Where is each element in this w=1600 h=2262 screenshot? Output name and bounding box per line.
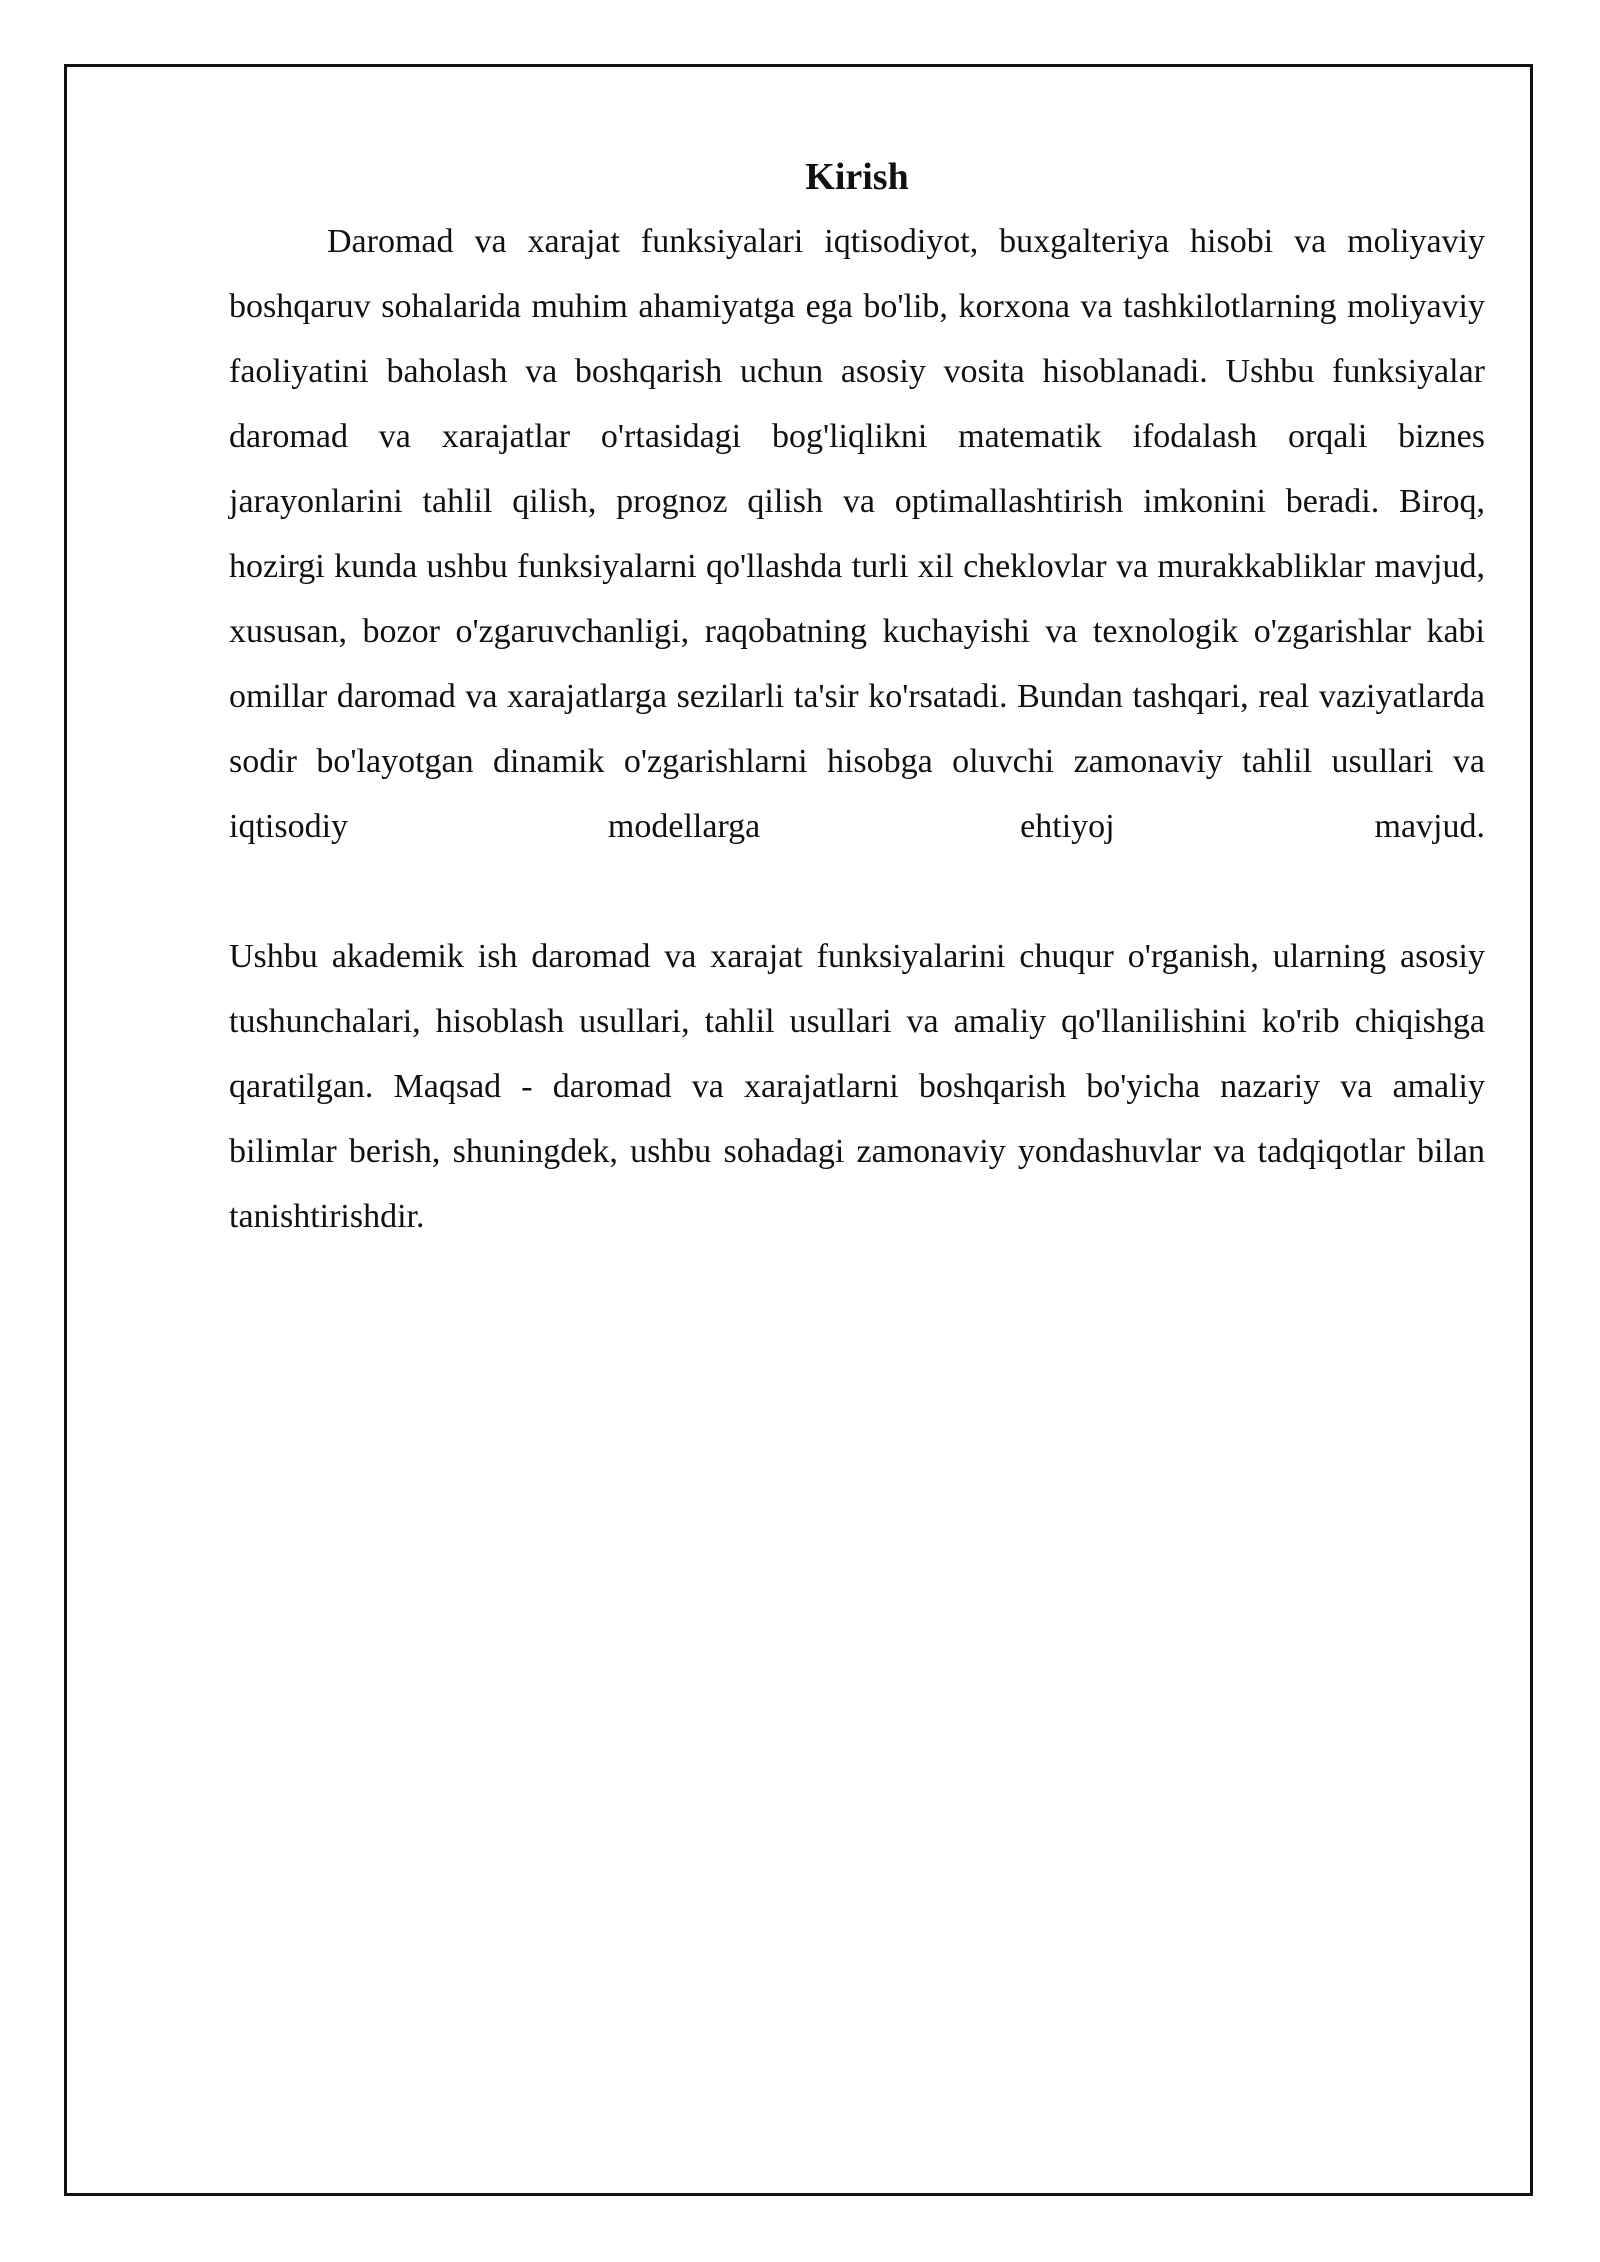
page-title: Kirish [805,156,909,198]
paragraph-spacer [229,859,1485,924]
document-body [229,145,1485,1249]
purpose-paragraph: Ushbu akademik ish daromad va xarajat funksiyalarini chuqur o'rganish, ularning asosiy tushunchalari, hisoblash usullari, tahlil usullari va amaliy qo'llanilishini ko'rib chiqishga qaratilgan. Maqsad - daromad va xarajatlarni boshqarish bo'yicha nazariy va amaliy bilimlar berish, shuningdek, ushbu sohadagi zamonaviy yondashuvlar va tadqiqotlar bilan tanishtirishdir. [229,938,1485,1235]
intro-paragraph: Daromad va xarajat funksiyalari iqtisodiyot, buxgalteriya hisobi va moliyaviy boshqaruv sohalarida muhim ahamiyatga ega bo'lib, korxona va tashkilotlarning moliyaviy faoliyatini baholash va boshqarish uchun asosiy vosita hisoblanadi. Ushbu funksiyalar daromad va xarajatlar o'rtasidagi bog'liqlikni matematik ifodalash orqali biznes jarayonlarini tahlil qilish, prognoz qilish va optimallashtirish imkonini beradi. Biroq, hozirgi kunda ushbu funksiyalarni qo'llashda turli xil cheklovlar va murakkabliklar mavjud, xususan, bozor o'zgaruvchanligi, raqobatning kuchayishi va texnologik o'zgarishlar kabi omillar daromad va xarajatlarga sezilarli ta'sir ko'rsatadi. Bundan tashqari, real vaziyatlarda sodir bo'layotgan dinamik o'zgarishlarni hisobga oluvchi zamonaviy tahlil usullari va iqtisodiy modellarga ehtiyoj mavjud. [229,223,1485,845]
